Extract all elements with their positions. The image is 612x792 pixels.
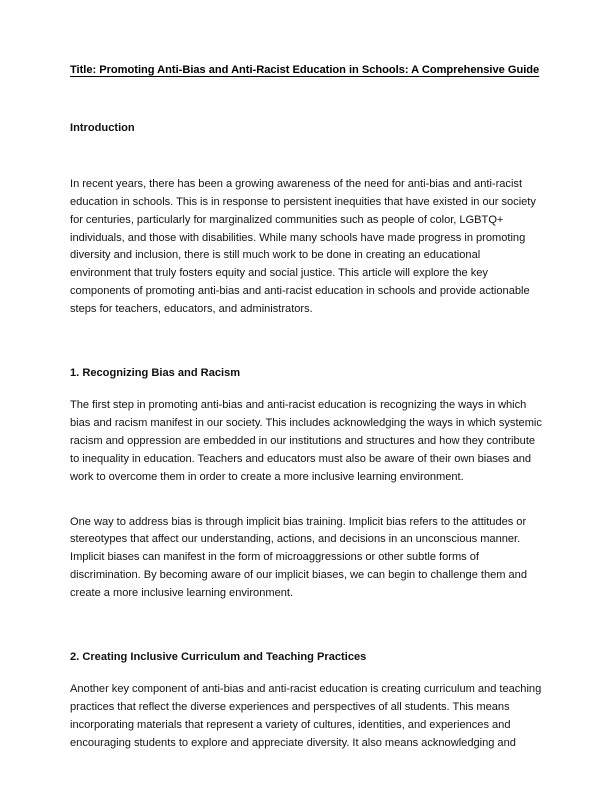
- paragraph-section2-1: Another key component of anti-bias and anti-racist education is creating curriculum and teaching practices that reflect the diverse experiences and perspectives of all students. This means incorporating materials that represent a variety of cultures, identities, and experiences and encouraging students to explore and appreciate diversity. It also means acknowledging and: [70, 682, 542, 749]
- section-heading-creating-inclusive-curriculum: 2. Creating Inclusive Curriculum and Teaching Practices: [70, 651, 367, 664]
- section-heading-introduction: Introduction: [70, 121, 135, 134]
- paragraph-section1-2: One way to address bias is through implicit bias training. Implicit bias refers to the attitudes or stereotypes that affect our understanding, actions, and decisions in an unconscious manner. Implicit biases can manifest in the form of microaggressions or other subtle forms of discrimination. By becoming aware of our implicit biases, we can begin to challenge them and create a more inclusive learning environment.: [70, 515, 527, 600]
- section-heading-recognizing-bias-and-racism: 1. Recognizing Bias and Racism: [70, 367, 241, 380]
- document-body: [70, 62, 542, 753]
- paragraph-introduction-1: In recent years, there has been a growing awareness of the need for anti-bias and anti-racist education in schools. This is in response to persistent inequities that have existed in our society for centuries, particularly for marginalized communities such as people of color, LGBTQ+ individuals, and those with disabilities. While many schools have made progress in promoting diversity and inclusion, there is still much work to be done in creating an educational environment that truly fosters equity and social justice. This article will explore the key components of promoting anti-bias and anti-racist education in schools and provide actionable steps for teachers, educators, and administrators.: [70, 177, 536, 316]
- document-title: [70, 62, 542, 80]
- paragraph-section1-1: The first step in promoting anti-bias and anti-racist education is recognizing the ways in which bias and racism manifest in our society. This includes acknowledging the ways in which systemic racism and oppression are embedded in our institutions and structures and how they contribute to inequality in education. Teachers and educators must also be aware of their own biases and work to overcome them in order to create a more inclusive learning environment.: [70, 398, 542, 483]
- document-title-text: Title: Promoting Anti-Bias and Anti-Racist Education in Schools: A Comprehensive Guide: [70, 64, 540, 76]
